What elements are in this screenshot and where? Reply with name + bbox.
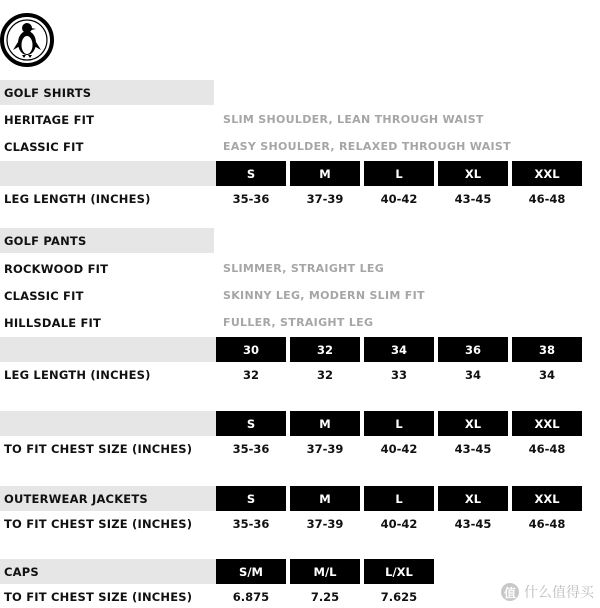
golf-shirts-title: GOLF SHIRTS bbox=[4, 86, 92, 100]
size-header-cell: 38 bbox=[512, 337, 582, 362]
size-header-cell: L/XL bbox=[364, 559, 434, 584]
chest-size-header-strip bbox=[0, 411, 216, 436]
measure-cell: 40-42 bbox=[380, 442, 418, 456]
size-header-cell: XL bbox=[438, 486, 508, 511]
measure-cell: 46-48 bbox=[528, 442, 566, 456]
shirt-size-header-strip bbox=[0, 161, 216, 186]
watermark-text: 什么值得买 bbox=[524, 585, 594, 601]
size-header-cell: XXL bbox=[512, 411, 582, 436]
size-header-cell: L bbox=[364, 161, 434, 186]
measure-cell: 32 bbox=[242, 368, 259, 382]
site-watermark bbox=[501, 582, 594, 602]
shirt-measure-label: LEG LENGTH (INCHES) bbox=[4, 192, 151, 206]
measure-cell: 34 bbox=[464, 368, 481, 382]
size-header-cell: XL bbox=[438, 161, 508, 186]
measure-cell: 33 bbox=[390, 368, 407, 382]
measure-cell: 7.625 bbox=[380, 590, 418, 604]
hillsdale-fit-desc: FULLER, STRAIGHT LEG bbox=[223, 316, 374, 329]
size-header-cell: S/M bbox=[216, 559, 286, 584]
pants-classic-fit-desc: SKINNY LEG, MODERN SLIM FIT bbox=[223, 289, 425, 302]
measure-cell: 37-39 bbox=[306, 517, 344, 531]
size-header-cell: XXL bbox=[512, 161, 582, 186]
measure-cell: 35-36 bbox=[232, 517, 270, 531]
measure-cell: 43-45 bbox=[454, 442, 492, 456]
heritage-fit-desc: SLIM SHOULDER, LEAN THROUGH WAIST bbox=[223, 113, 484, 126]
measure-cell: 40-42 bbox=[380, 517, 418, 531]
rockwood-fit-desc: SLIMMER, STRAIGHT LEG bbox=[223, 262, 385, 275]
size-header-cell: M/L bbox=[290, 559, 360, 584]
outerwear-measure-label: TO FIT CHEST SIZE (INCHES) bbox=[4, 517, 193, 531]
size-header-cell: S bbox=[216, 161, 286, 186]
size-header-cell: S bbox=[216, 486, 286, 511]
outerwear-title: OUTERWEAR JACKETS bbox=[4, 492, 148, 506]
measure-cell: 43-45 bbox=[454, 517, 492, 531]
measure-cell: 37-39 bbox=[306, 442, 344, 456]
measure-cell: 6.875 bbox=[232, 590, 270, 604]
size-header-cell: S bbox=[216, 411, 286, 436]
classic-fit-desc: EASY SHOULDER, RELAXED THROUGH WAIST bbox=[223, 140, 511, 153]
measure-cell: 35-36 bbox=[232, 192, 270, 206]
brand-logo bbox=[0, 12, 56, 68]
size-header-cell: XL bbox=[438, 411, 508, 436]
heritage-fit-label: HERITAGE FIT bbox=[4, 113, 95, 127]
penguin-logo-icon bbox=[0, 12, 56, 68]
measure-cell: 37-39 bbox=[306, 192, 344, 206]
size-header-cell: L bbox=[364, 486, 434, 511]
pants-size-header-strip bbox=[0, 337, 216, 362]
pants-measure-label: LEG LENGTH (INCHES) bbox=[4, 368, 151, 382]
caps-measure-label: TO FIT CHEST SIZE (INCHES) bbox=[4, 590, 193, 604]
size-header-cell: XXL bbox=[512, 486, 582, 511]
caps-title: CAPS bbox=[4, 565, 39, 579]
rockwood-fit-label: ROCKWOOD FIT bbox=[4, 262, 109, 276]
watermark-badge-icon: 值 bbox=[501, 583, 519, 601]
size-header-cell: 36 bbox=[438, 337, 508, 362]
chest-measure-label: TO FIT CHEST SIZE (INCHES) bbox=[4, 442, 193, 456]
size-header-cell: M bbox=[290, 411, 360, 436]
size-header-cell: 30 bbox=[216, 337, 286, 362]
hillsdale-fit-label: HILLSDALE FIT bbox=[4, 316, 102, 330]
measure-cell: 46-48 bbox=[528, 192, 566, 206]
measure-cell: 40-42 bbox=[380, 192, 418, 206]
golf-pants-title: GOLF PANTS bbox=[4, 234, 87, 248]
size-header-cell: 32 bbox=[290, 337, 360, 362]
measure-cell: 46-48 bbox=[528, 517, 566, 531]
pants-classic-fit-label: CLASSIC FIT bbox=[4, 289, 84, 303]
size-header-cell: L bbox=[364, 411, 434, 436]
measure-cell: 34 bbox=[538, 368, 555, 382]
measure-cell: 35-36 bbox=[232, 442, 270, 456]
size-header-cell: M bbox=[290, 161, 360, 186]
classic-fit-label: CLASSIC FIT bbox=[4, 140, 84, 154]
measure-cell: 43-45 bbox=[454, 192, 492, 206]
measure-cell: 7.25 bbox=[310, 590, 340, 604]
size-header-cell: M bbox=[290, 486, 360, 511]
size-header-cell: 34 bbox=[364, 337, 434, 362]
measure-cell: 32 bbox=[316, 368, 333, 382]
